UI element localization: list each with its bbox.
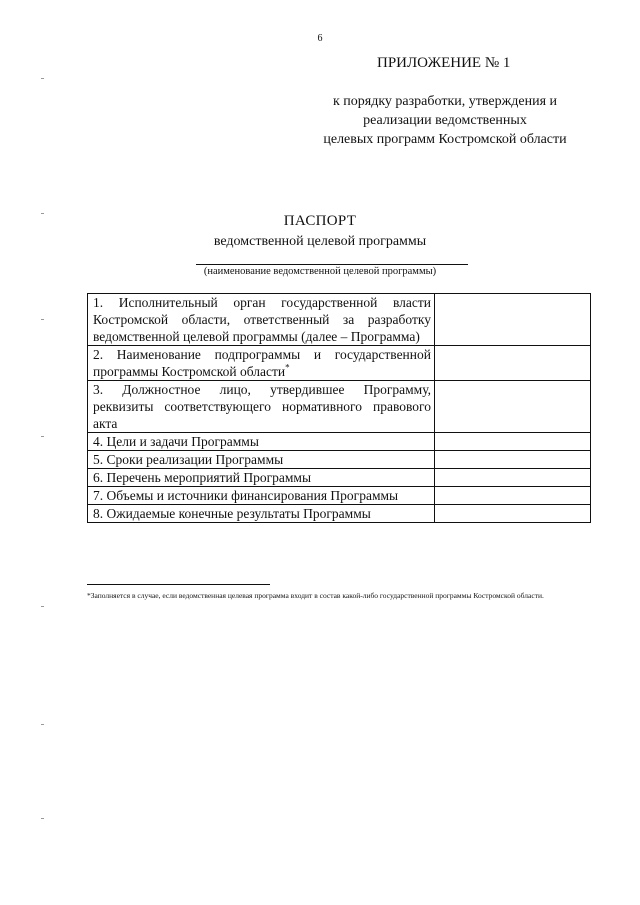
- program-name-line: [196, 264, 468, 265]
- row-value: [435, 381, 591, 433]
- footnote-marker: *: [285, 362, 290, 373]
- footnote-rule: [87, 584, 270, 585]
- row-value: [435, 346, 591, 381]
- row-value: [435, 505, 591, 523]
- row-label: 6. Перечень мероприятий Программы: [88, 469, 435, 487]
- table-row: [88, 294, 591, 346]
- table-row: [88, 451, 591, 469]
- table-row: [88, 469, 591, 487]
- table-row: [88, 505, 591, 523]
- row-label: 1. Исполнительный орган государственной власти Костромской области, ответственный за разработку ведомственной целевой программы (далее – Программа): [88, 294, 435, 346]
- row-value: [435, 433, 591, 451]
- table-row: [88, 433, 591, 451]
- table-row: [88, 487, 591, 505]
- page-number: 6: [317, 33, 323, 44]
- scan-mark: [41, 606, 44, 607]
- appendix-subtitle-line: к порядку разработки, утверждения и: [332, 94, 558, 109]
- scan-mark: [41, 436, 44, 437]
- footnote: *Заполняется в случае, если ведомственная целевая программа входит в состав какой-либо государственной программы Костромской области.: [87, 591, 544, 600]
- row-label: 3. Должностное лицо, утвердившее Программу, реквизиты соответствующего нормативного правового акта: [88, 381, 435, 433]
- table-row: [88, 346, 591, 381]
- row-value: [435, 487, 591, 505]
- appendix-subtitle-line: реализации ведомственных: [363, 113, 527, 128]
- row-label: 7. Объемы и источники финансирования Программы: [88, 487, 435, 505]
- row-label: 5. Сроки реализации Программы: [88, 451, 435, 469]
- passport-title: ПАСПОРТ: [283, 213, 357, 229]
- row-value: [435, 451, 591, 469]
- table-row: [88, 381, 591, 433]
- row-value: [435, 469, 591, 487]
- scan-mark: [41, 724, 44, 725]
- appendix-subtitle-line: целевых программ Костромской области: [323, 132, 567, 147]
- row-label: 4. Цели и задачи Программы: [88, 433, 435, 451]
- program-name-caption: (наименование ведомственной целевой программы): [203, 266, 437, 277]
- scan-mark: [41, 78, 44, 79]
- appendix-title: ПРИЛОЖЕНИЕ № 1: [377, 55, 511, 71]
- appendix-subtitle: [300, 92, 590, 149]
- passport-table: [87, 293, 591, 523]
- scan-mark: [41, 319, 44, 320]
- scan-mark: [41, 818, 44, 819]
- row-value: [435, 294, 591, 346]
- row-label: 8. Ожидаемые конечные результаты Программы: [88, 505, 435, 523]
- row-label: 2. Наименование подпрограммы и государственной программы Костромской области: [93, 347, 431, 379]
- passport-subtitle: ведомственной целевой программы: [213, 234, 427, 249]
- row-label-cell: [88, 346, 435, 381]
- scan-mark: [41, 213, 44, 214]
